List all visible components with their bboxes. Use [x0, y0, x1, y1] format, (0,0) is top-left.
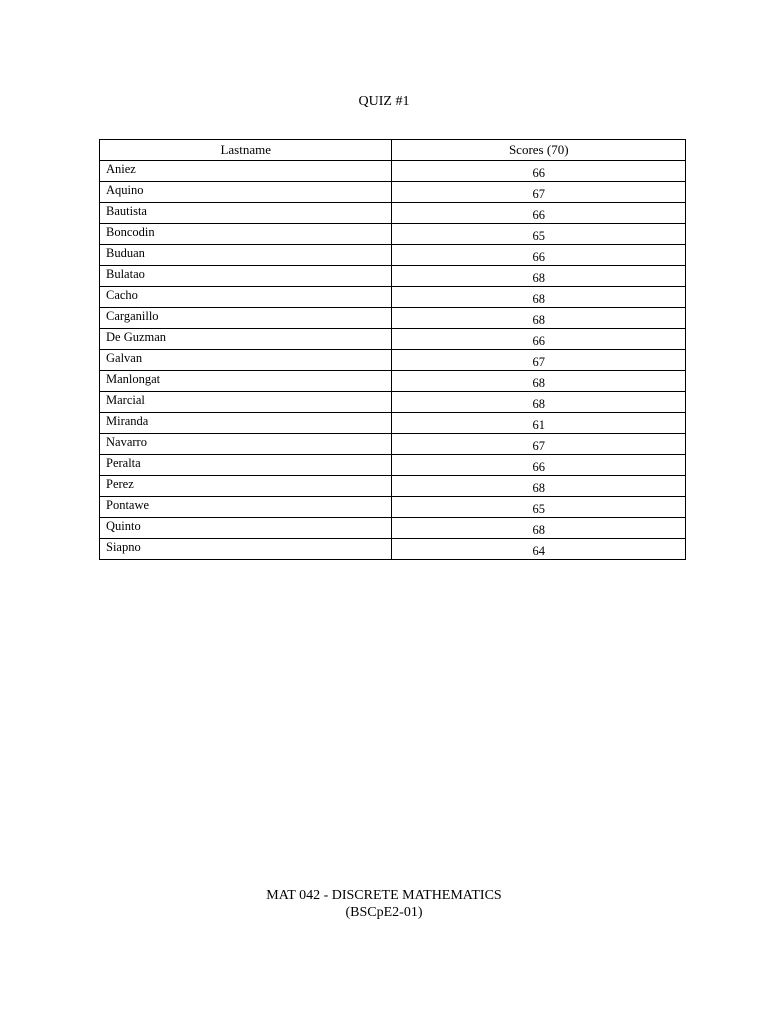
- score-cell: 68: [392, 392, 686, 413]
- header-scores: Scores (70): [392, 140, 686, 161]
- score-cell: 67: [392, 434, 686, 455]
- lastname-cell: Perez: [100, 476, 392, 497]
- table-row: [100, 518, 686, 539]
- lastname-cell: Quinto: [100, 518, 392, 539]
- lastname-cell: Manlongat: [100, 371, 392, 392]
- lastname-cell: Buduan: [100, 245, 392, 266]
- table-row: [100, 287, 686, 308]
- lastname-cell: Boncodin: [100, 224, 392, 245]
- course-title: MAT 042 - DISCRETE MATHEMATICS: [266, 888, 502, 903]
- table-row: [100, 413, 686, 434]
- lastname-cell: Pontawe: [100, 497, 392, 518]
- score-cell: 64: [392, 539, 686, 560]
- score-cell: 66: [392, 203, 686, 224]
- lastname-cell: Miranda: [100, 413, 392, 434]
- score-cell: 68: [392, 287, 686, 308]
- score-cell: 68: [392, 476, 686, 497]
- table-row: [100, 182, 686, 203]
- table-row: [100, 245, 686, 266]
- table-row: [100, 392, 686, 413]
- table-row: [100, 497, 686, 518]
- score-cell: 67: [392, 182, 686, 203]
- lastname-cell: Peralta: [100, 455, 392, 476]
- lastname-cell: Siapno: [100, 539, 392, 560]
- score-cell: 65: [392, 497, 686, 518]
- table-header-row: [100, 140, 686, 161]
- table-body: [100, 161, 686, 560]
- score-cell: 65: [392, 224, 686, 245]
- table-row: [100, 476, 686, 497]
- score-cell: 66: [392, 161, 686, 182]
- lastname-cell: Aniez: [100, 161, 392, 182]
- score-cell: 68: [392, 266, 686, 287]
- table-row: [100, 308, 686, 329]
- table-row: [100, 203, 686, 224]
- table-row: [100, 329, 686, 350]
- table-row: [100, 224, 686, 245]
- lastname-cell: Marcial: [100, 392, 392, 413]
- lastname-cell: De Guzman: [100, 329, 392, 350]
- score-cell: 68: [392, 518, 686, 539]
- score-cell: 68: [392, 371, 686, 392]
- score-cell: 66: [392, 245, 686, 266]
- table-row: [100, 161, 686, 182]
- scores-table: [99, 139, 686, 560]
- score-cell: 61: [392, 413, 686, 434]
- lastname-cell: Bautista: [100, 203, 392, 224]
- header-lastname: Lastname: [100, 140, 392, 161]
- page-title: QUIZ #1: [358, 94, 410, 109]
- lastname-cell: Bulatao: [100, 266, 392, 287]
- table-row: [100, 455, 686, 476]
- lastname-cell: Carganillo: [100, 308, 392, 329]
- table-row: [100, 350, 686, 371]
- lastname-cell: Aquino: [100, 182, 392, 203]
- table-row: [100, 266, 686, 287]
- table-row: [100, 434, 686, 455]
- score-cell: 67: [392, 350, 686, 371]
- score-cell: 68: [392, 308, 686, 329]
- section-code: (BSCpE2-01): [345, 905, 423, 920]
- lastname-cell: Galvan: [100, 350, 392, 371]
- footer: [0, 887, 768, 921]
- score-cell: 66: [392, 455, 686, 476]
- score-cell: 66: [392, 329, 686, 350]
- lastname-cell: Navarro: [100, 434, 392, 455]
- lastname-cell: Cacho: [100, 287, 392, 308]
- table-row: [100, 539, 686, 560]
- table-row: [100, 371, 686, 392]
